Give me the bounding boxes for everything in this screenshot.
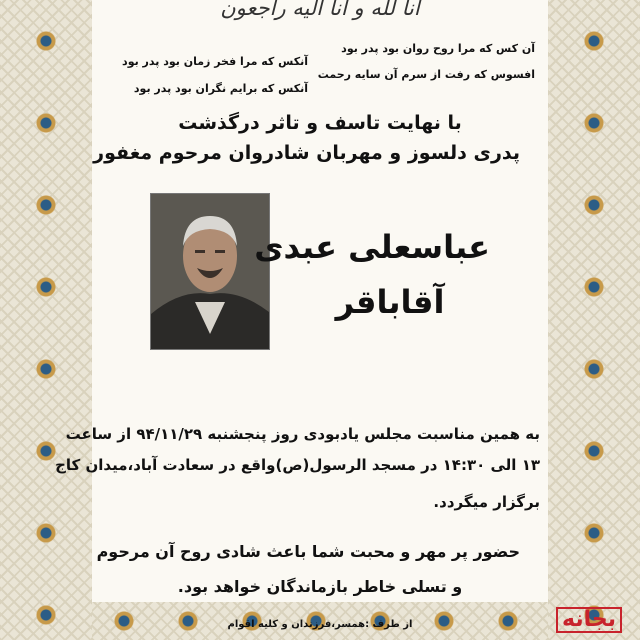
watermark-text: بجانه <box>556 607 622 633</box>
ornamental-border-right <box>548 0 640 640</box>
ceremony-line-3: برگزار میگردد. <box>433 493 540 511</box>
deceased-title: آقاباقر <box>335 283 445 321</box>
poem-right-line-1: آن کس که مرا روح روان بود پدر بود <box>341 42 535 55</box>
closing-line-1: حضور پر مهر و محبت شما باعث شادی روح آن مرحوم <box>96 542 520 561</box>
header-title: انا لله و انا الیه راجعون <box>220 0 420 20</box>
poem-left-line-2: آنکس که برایم نگران بود پدر بود <box>133 82 308 95</box>
headline-line-1: با نهایت تاسف و تاثر درگذشت <box>178 112 462 134</box>
headline-line-2: پدری دلسوز و مهربان شادروان مرحوم مغفور <box>93 142 520 164</box>
closing-line-2: و تسلی خاطر بازماندگان خواهد بود. <box>177 577 463 596</box>
poem-left-line-1: آنکس که مرا فخر زمان بود پدر بود <box>122 55 308 68</box>
ceremony-line-2: ۱۳ الی ۱۴:۳۰ در مسجد الرسول(ص)واقع در سعادت آباد،میدان کاج <box>55 456 540 474</box>
deceased-name: عباسعلی عبدی <box>254 228 490 266</box>
ornamental-border-left <box>0 0 92 640</box>
ceremony-line-1: به همین مناسبت مجلس یادبودی روز پنجشنبه ۹۴/۱۱/۲۹ از ساعت <box>65 425 540 443</box>
watermark-logo <box>544 606 634 634</box>
deceased-photo <box>150 193 270 350</box>
poem-right-line-2: افسوس که رفت از سرم آن سایه رحمت <box>317 68 535 81</box>
footer-note: از طرف :همسر،فرزندان و کلیه اقوام <box>227 619 413 630</box>
